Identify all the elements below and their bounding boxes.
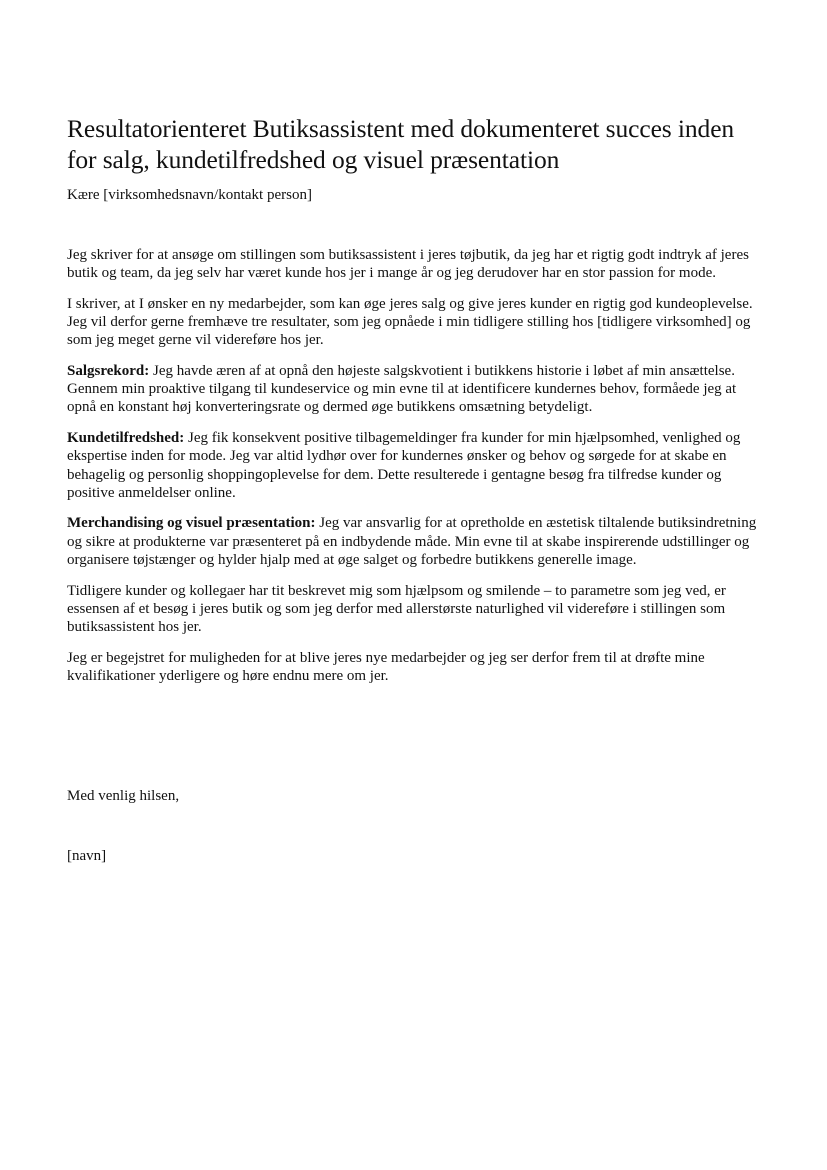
references-paragraph: Tidligere kunder og kollegaer har tit beskrevet mig som hjælpsom og smilende – to parametre som jeg ved, er essensen af et besøg i jeres butik og som jeg derfor med allerstørste naturlighed vil videreføre i stillingen som butiksassistent hos jer.	[67, 582, 726, 635]
signature-name: [navn]	[67, 848, 107, 864]
closing-phrase: Med venlig hilsen,	[67, 788, 180, 804]
results-intro-paragraph: I skriver, at I ønsker en ny medarbejder, som kan øge jeres salg og give jeres kunder en rigtig god kundeoplevelse. Jeg vil derfor gerne fremhæve tre resultater, som jeg opnåede i min tidligere stilling hos [tidligere virksomhed] og som jeg meget gerne vil videreføre hos jer.	[67, 295, 753, 349]
closing-paragraph: Jeg er begejstret for muligheden for at blive jeres nye medarbejder og jeg ser derfor frem til at drøfte mine kvalifikationer yderligere og høre endnu mere om jer.	[67, 649, 705, 684]
letter-body	[67, 113, 757, 698]
highlight-heading: Merchandising og visuel præsentation:	[67, 515, 316, 532]
highlight-heading: Salgsrekord:	[67, 363, 150, 380]
highlight-text: Jeg fik konsekvent positive tilbagemeldinger fra kunder for min hjælpsomhed, venlighed og ekspertise inden for mode. Jeg var altid lydhør over for kundernes ønsker og behov og sørgede for at skabe en behagelig og personlig shoppingoplevelse for dem. Dette resulterede i gentagne besøg fra tilfredse kunder og positive anmeldelser online.	[67, 430, 741, 501]
highlight-heading: Kundetilfredshed:	[67, 430, 185, 447]
letter-title: Resultatorienteret Butiksassistent med dokumenteret succes inden for salg, kundetilfredshed og visuel præsentation	[67, 114, 735, 174]
highlight-customer-satisfaction	[67, 429, 757, 502]
salutation: Kære [virksomhedsnavn/kontakt person]	[67, 187, 312, 203]
intro-paragraph: Jeg skriver for at ansøge om stillingen som butiksassistent i jeres tøjbutik, da jeg har et rigtig godt indtryk af jeres butik og team, da jeg selv har været kunde hos jer i mange år og jeg derudover har en stor passion for mode.	[67, 247, 749, 282]
highlight-merchandising	[67, 514, 757, 569]
highlight-sales-record	[67, 362, 757, 417]
highlight-text: Jeg var ansvarlig for at opretholde en æstetisk tiltalende butiksindretning og sikre at produkterne var præsenteret på en indbydende måde. Min evne til at skabe inspirerende udstillinger og organisere tøjstænger og hylder hjalp med at øge salget og forbedre butikkens generelle image.	[67, 515, 757, 568]
highlight-text: Jeg havde æren af at opnå den højeste salgskvotient i butikkens historie i løbet af min ansættelse. Gennem min proaktive tilgang til kundeservice og min evne til at identificere kundernes behov, formåede jeg at opnå en konstant høj konverteringsrate og dermed øge butikkens omsætning betydeligt.	[67, 363, 737, 416]
